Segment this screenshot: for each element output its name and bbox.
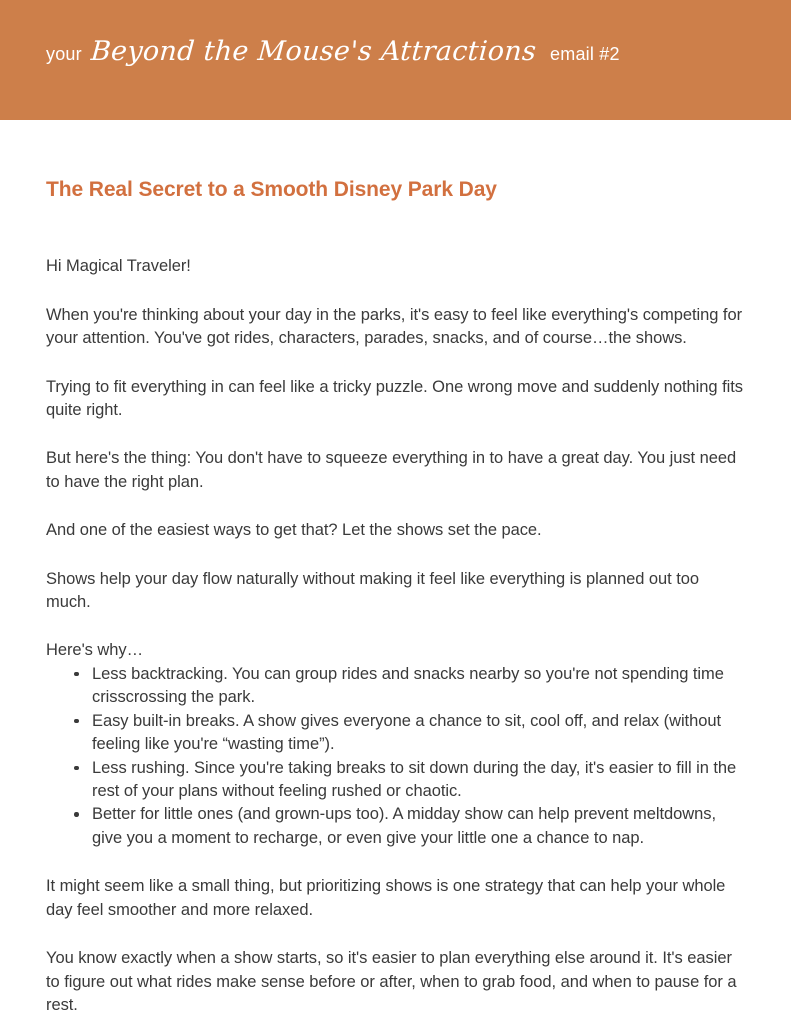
list-intro-line: Here's why… [46,641,144,660]
list-item: Better for little ones (and grown-ups too). A midday show can help prevent meltdowns, give you a moment to recharge, or even give your little one a chance to nap. [74,803,743,850]
closing-paragraph-1: It might seem like a small thing, but prioritizing shows is one strategy that can help your whole day feel smoother and more relaxed. [46,877,726,919]
article-body [46,120,743,1017]
page-title: The Real Secret to a Smooth Disney Park Day [46,178,497,201]
banner-title-group [46,36,620,67]
list-item: Less backtracking. You can group rides and snacks nearby so you're not spending time crisscrossing the park. [74,663,743,710]
paragraph-5: Shows help your day flow naturally without making it feel like everything is planned out too much. [46,569,700,612]
benefits-list [46,663,743,850]
banner-email-number: email #2 [550,44,620,64]
list-item: Easy built-in breaks. A show gives everyone a chance to sit, cool off, and relax (without feeling like you're “wasting time”). [74,710,743,757]
banner-prefix-text: your [46,44,82,64]
banner-brand-name: Beyond the Mouse's Attractions [89,36,538,67]
paragraph-3: But here's the thing: You don't have to squeeze everything in to have a great day. You just need to have the right plan. [46,449,737,491]
paragraph-2: Trying to fit everything in can feel like a tricky puzzle. One wrong move and suddenly nothing fits quite right. [46,377,743,419]
list-item: Less rushing. Since you're taking breaks to sit down during the day, it's easier to fill in the rest of your plans without feeling rushed or chaotic. [74,757,743,804]
paragraph-1: When you're thinking about your day in the parks, it's easy to feel like everything's competing for your attention. You've got rides, characters, parades, snacks, and of course…the shows. [46,305,743,348]
closing-paragraph-2: You know exactly when a show starts, so it's easier to plan everything else around it. It's easier to figure out what rides make sense before or after, when to grab food, and when to pause for a rest. [46,949,737,1014]
greeting-line: Hi Magical Traveler! [46,257,191,276]
paragraph-4: And one of the easiest ways to get that? Let the shows set the pace. [46,521,542,540]
header-banner [0,0,791,120]
